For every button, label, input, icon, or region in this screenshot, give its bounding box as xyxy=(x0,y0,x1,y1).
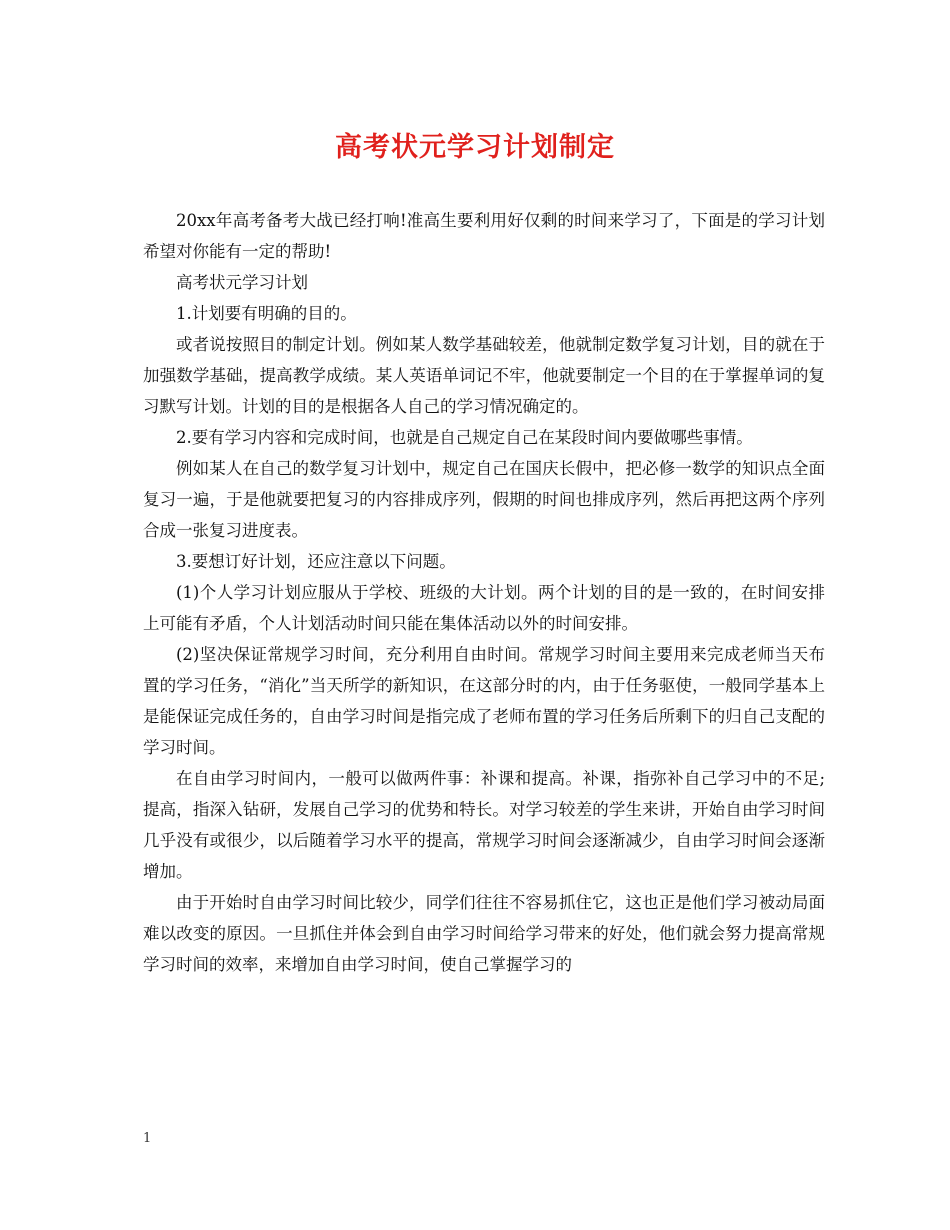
point-1-heading: 1.计划要有明确的目的。 xyxy=(176,304,357,323)
paragraph-free-time: 在自由学习时间内，一般可以做两件事：补课和提高。补课，指弥补自己学习中的不足;提高，指深入钻研，发展自己学习的优势和特长。对学习较差的学生来讲，开始自由学习时间几乎没有或很少，以后随着学习水平的提高，常规学习时间会逐渐减少，自由学习时间会逐渐增加。 xyxy=(143,769,825,881)
page-number: 1 xyxy=(143,1131,152,1146)
point-3-heading: 3.要想订好计划，还应注意以下问题。 xyxy=(176,552,456,571)
point-1-body: 或者说按照目的制定计划。例如某人数学基础较差，他就制定数学复习计划，目的就在于加强数学基础，提高教学成绩。某人英语单词记不牢，他就要制定一个目的在于掌握单词的复习默写计划。计划的目的是根据各人自己的学习情况确定的。 xyxy=(143,335,825,416)
point-2-heading: 2.要有学习内容和完成时间，也就是自己规定自己在某段时间内要做哪些事情。 xyxy=(176,428,753,447)
document-body xyxy=(143,205,825,980)
point-3-item-2: (2)坚决保证常规学习时间，充分利用自由时间。常规学习时间主要用来完成老师当天布置的学习任务，“消化”当天所学的新知识，在这部分时的内，由于任务驱使，一般同学基本上是能保证完成任务的，自由学习时间是指完成了老师布置的学习任务后所剩下的归自己支配的学习时间。 xyxy=(143,645,825,757)
point-2-body: 例如某人在自己的数学复习计划中，规定自己在国庆长假中，把必修一数学的知识点全面复习一遍，于是他就要把复习的内容排成序列，假期的时间也排成序列，然后再把这两个序列合成一张复习进度表。 xyxy=(143,459,825,540)
document-title: 高考状元学习计划制定 xyxy=(335,132,615,163)
paragraph-intro: 20xx年高考备考大战已经打响!准高生要利用好仅剩的时间来学习了，下面是的学习计划希望对你能有一定的帮助! xyxy=(143,211,825,261)
point-3-item-1: (1)个人学习计划应服从于学校、班级的大计划。两个计划的目的是一致的，在时间安排上可能有矛盾，个人计划活动时间只能在集体活动以外的时间安排。 xyxy=(143,583,825,633)
section-heading: 高考状元学习计划 xyxy=(176,273,308,292)
paragraph-continuation: 由于开始时自由学习时间比较少，同学们往往不容易抓住它，这也正是他们学习被动局面难以改变的原因。一旦抓住并体会到自由学习时间给学习带来的好处，他们就会努力提高常规学习时间的效率，来增加自由学习时间，使自己掌握学习的 xyxy=(143,893,825,974)
